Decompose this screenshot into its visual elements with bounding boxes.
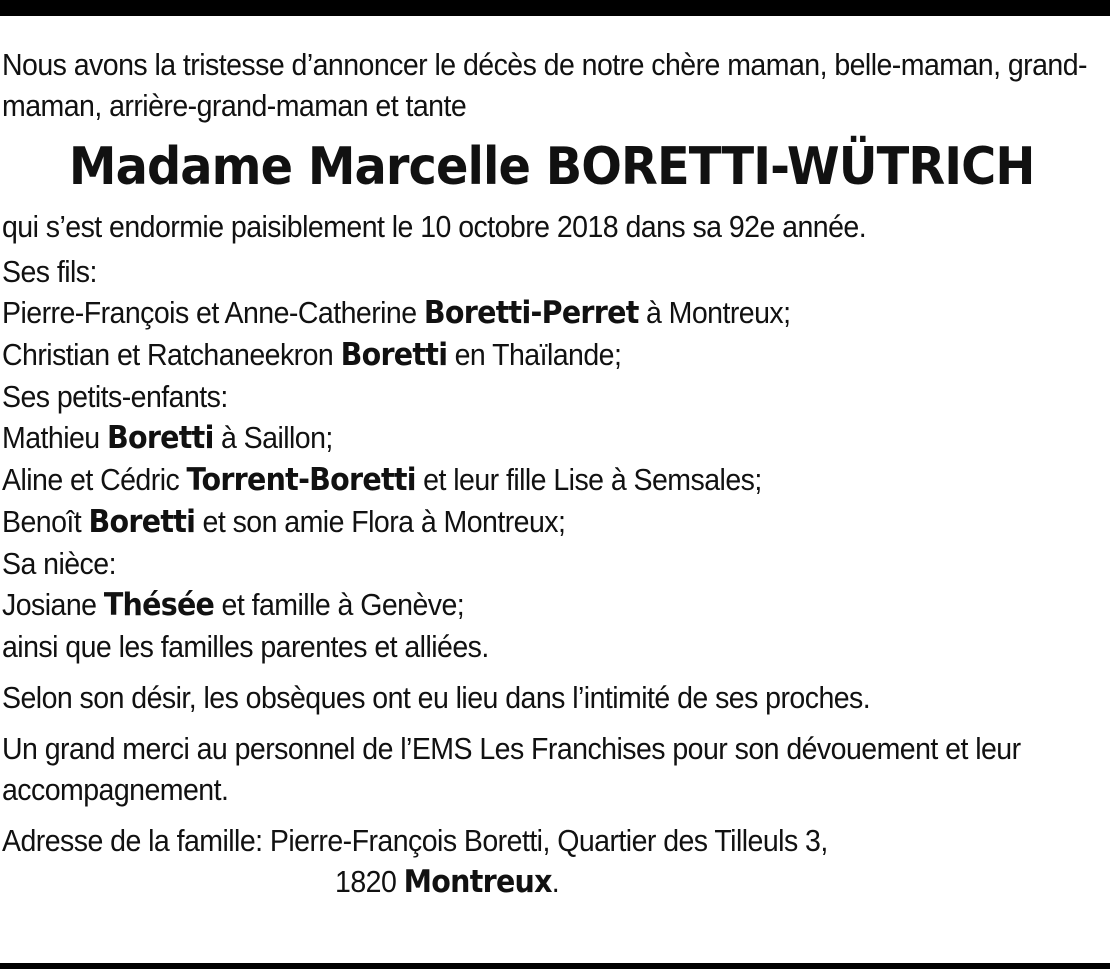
- son2-location: en Thaïlande;: [447, 337, 622, 372]
- address-end: .: [551, 864, 560, 899]
- grandchild-line-3: [2, 501, 1020, 543]
- intro-text: Nous avons la tristesse d’annoncer le décès de notre chère maman, belle-maman, grand-maman, arrière-grand-maman et tante: [2, 47, 1087, 123]
- son1-location: à Montreux;: [638, 295, 791, 330]
- son-line-2: [2, 334, 1020, 376]
- passing-text: qui s’est endormie paisiblement le 10 octobre 2018 dans sa 92e année.: [2, 209, 867, 244]
- grandchildren-heading: Ses petits-enfants:: [2, 379, 228, 414]
- family-closing: ainsi que les familles parentes et alliées.: [2, 629, 489, 664]
- bottom-rule: [0, 963, 1110, 969]
- gc1-location: à Saillon;: [213, 420, 333, 455]
- niece-location: et famille à Genève;: [214, 587, 465, 622]
- address-line-2: [2, 861, 1020, 903]
- son1-given-names: Pierre-François et Anne-Catherine: [2, 295, 424, 330]
- gc2-surname: Torrent-Boretti: [186, 462, 416, 498]
- address-city: Montreux: [403, 864, 552, 900]
- sons-heading: Ses fils:: [2, 254, 97, 289]
- thanks-text: Un grand merci au personnel de l’EMS Les Franchises pour son dévouement et leur accompagnement.: [2, 731, 1021, 807]
- top-rule: [0, 0, 1110, 16]
- gc3-given-names: Benoît: [2, 504, 89, 539]
- family-list: [2, 251, 1020, 667]
- funeral-text: Selon son désir, les obsèques ont eu lieu dans l’intimité de ses proches.: [2, 680, 871, 715]
- son1-surname: Boretti-Perret: [423, 295, 639, 331]
- gc3-surname: Boretti: [88, 504, 196, 540]
- son2-surname: Boretti: [340, 337, 448, 373]
- niece-line: [2, 584, 1020, 626]
- son-line-1: [2, 292, 1020, 334]
- notice-body: [2, 44, 1087, 903]
- gc1-surname: Boretti: [106, 420, 214, 456]
- gc3-location: et son amie Flora à Montreux;: [195, 504, 566, 539]
- grandchild-line-1: [2, 417, 1020, 459]
- address-postcode: 1820: [335, 864, 404, 899]
- gc1-given-names: Mathieu: [2, 420, 107, 455]
- family-address: [2, 820, 1020, 903]
- niece-heading: Sa nièce:: [2, 546, 116, 581]
- niece-given-name: Josiane: [2, 587, 104, 622]
- gc2-given-names: Aline et Cédric: [2, 462, 187, 497]
- son2-given-names: Christian et Ratchaneekron: [2, 337, 341, 372]
- grandchild-line-2: [2, 459, 1020, 501]
- gc2-location: et leur fille Lise à Semsales;: [415, 462, 762, 497]
- address-line-1: Adresse de la famille: Pierre-François Boretti, Quartier des Tilleuls 3,: [2, 823, 828, 858]
- niece-surname: Thésée: [103, 587, 215, 623]
- deceased-name: Madame Marcelle BORETTI-WÜTRICH: [68, 137, 1035, 197]
